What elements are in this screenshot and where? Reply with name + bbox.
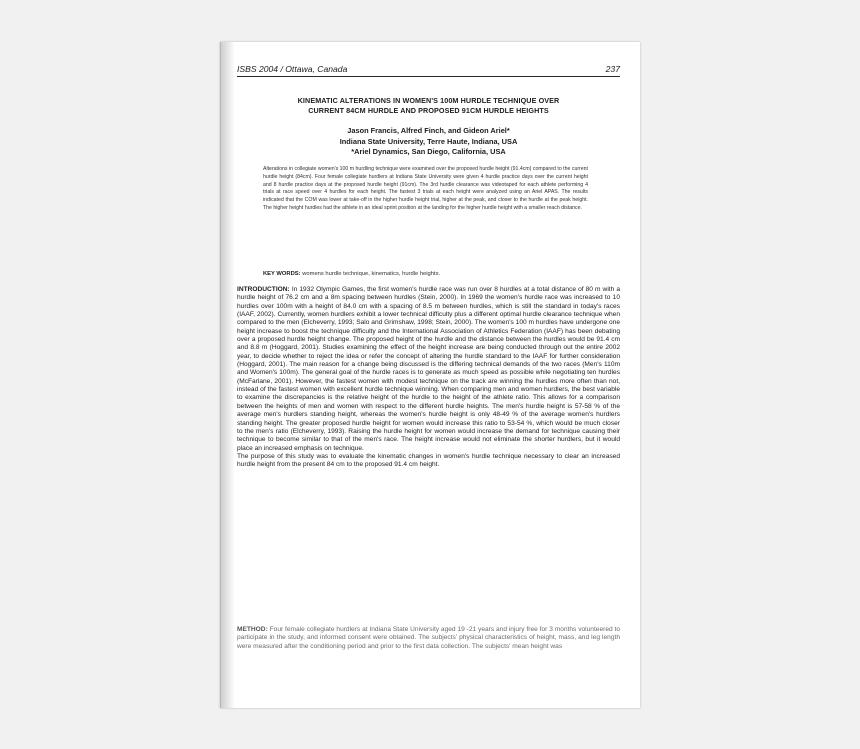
author-names: Jason Francis, Alfred Finch, and Gideon Ariel* xyxy=(347,126,510,135)
method-section xyxy=(237,626,620,651)
introduction-label: INTRODUCTION: xyxy=(237,286,290,293)
introduction-text: In 1932 Olympic Games, the first women's hurdle race was run over 8 hurdles at a total distance of 80 m with a hurdle height of 76.2 cm and a 8m spacing between hurdles (Stein, 2000). In 1969 the women's hurdle race was increased to 10 hurdles over 100m with a height of 84.0 cm with a spacing of 8.5 m between hurdles, which is still the standard in today's races (IAAF, 2002). Currently, women hurdlers exhibit a lower technical difficulty plus a different optimal hurdle clearance technique when compared to the men (Elcheverry, 1993; Salo and Grimshaw, 1998; Stein, 2000). The women's 100 m hurdles have undergone one height increase to boost the technique difficulty and the International Association of Athletics Federation (IAAF) has been debating over a proposed hurdle height change. The proposed height of the hurdle and the distance between the hurdles would be 91.4 cm and 8.8 m (Hoggard, 2001). Studies examining the effect of the height increase are being conducted through out the entire 2002 year, to decide whether to reject the idea or refer the concept of altering the hurdle standard to the IAAF for further consideration (Hoggard, 2001). The main reason for a change being discussed is the differing technical demands of the two races (Men's 110m and Women's 100m). The general goal of the hurdle races is to generate as much speed as possible while negotiating ten hurdles (McFarlane, 2001). However, the fastest women with modest technique on the track are winning the hurdles more often than not, instead of the fastest women with excellent hurdle technique winning. When comparing men and women hurdlers, the best variable to examine the discrepancies is the relative height of the hurdle to the height of the athlete ratio. This allows for a comparison between the heights of men and women with respect to the different hurdle heights. The men's hurdle height is 57-58 % of the average men's hurdlers standing height, whereas the women's hurdle height is only 48-49 % of the average women's hurdlers standing height. The greater proposed hurdle height for women would increase this ratio to 53-54 %, which would be much closer to the men's ratio (Elcheverry, 1993). Raising the hurdle height for women would increase the demand for technique causing their technique to become similar to that of the men's race. The height increase would not eliminate the shorter hurdlers, but it would place an increased emphasis on technique. xyxy=(237,286,621,452)
running-header xyxy=(237,64,620,77)
title-line-2: CURRENT 84CM HURDLE AND PROPOSED 91CM HURDLE HEIGHTS xyxy=(308,106,549,115)
paper-title xyxy=(237,96,620,116)
method-text: Four female collegiate hurdlers at Indiana State University aged 19 -21 years and injury free for 3 months volunteered to participate in the study, and informed consent were obtained. The subjects' physical characteristics of height, mass, and leg length were measured after the conditioning period and prior to the first data collection. The subjects' mean height was xyxy=(237,626,620,650)
method-label: METHOD: xyxy=(237,626,268,633)
keywords xyxy=(263,271,600,277)
affiliation-2: *Ariel Dynamics, San Diego, California, USA xyxy=(351,147,506,156)
abstract: Alterations in collegiate women's 100 m hurdling technique were examined over the proposed hurdle height (91.4cm) compared to the current hurdle height (84cm). Four female collegiate hurdlers at Indiana State University were given 4 hurdle practice days over the current height and 8 hurdle practice days at the proposed hurdle height (91cm). The 3rd hurdle clearance was videotaped for each athlete performing 4 trials at race speed over 4 hurdles for each height. The fastest 3 trials at each height were analyzed using an Ariel APAS. The results indicated that the COM was lower at take-off in the higher hurdle height trial, higher at the peak, and closer to the hurdle at the peak height. The higher height hurdles had the athlete in an ideal sprint position at the landing for the higher hurdle height with a smaller reach distance. xyxy=(263,166,588,211)
introduction-paragraph xyxy=(237,286,620,453)
header-conference: ISBS 2004 / Ottawa, Canada xyxy=(237,64,348,74)
binding-shadow xyxy=(221,42,235,708)
affiliation-1: Indiana State University, Terre Haute, Indiana, USA xyxy=(339,136,518,146)
page-number: 237 xyxy=(605,64,620,74)
keywords-text: womens hurdle technique, kinematics, hurdle heights. xyxy=(302,271,441,277)
title-line-1: KINEMATIC ALTERATIONS IN WOMEN'S 100M HURDLE TECHNIQUE OVER xyxy=(297,96,560,105)
introduction-section xyxy=(237,286,620,470)
purpose-paragraph: The purpose of this study was to evaluate the kinematic changes in women's hurdle technique necessary to clear an increased hurdle height from the present 84 cm to the proposed 91.4 cm height. xyxy=(237,452,620,469)
author-block xyxy=(237,126,620,158)
paper-page xyxy=(220,42,640,708)
keywords-label: KEY WORDS: xyxy=(263,271,301,277)
